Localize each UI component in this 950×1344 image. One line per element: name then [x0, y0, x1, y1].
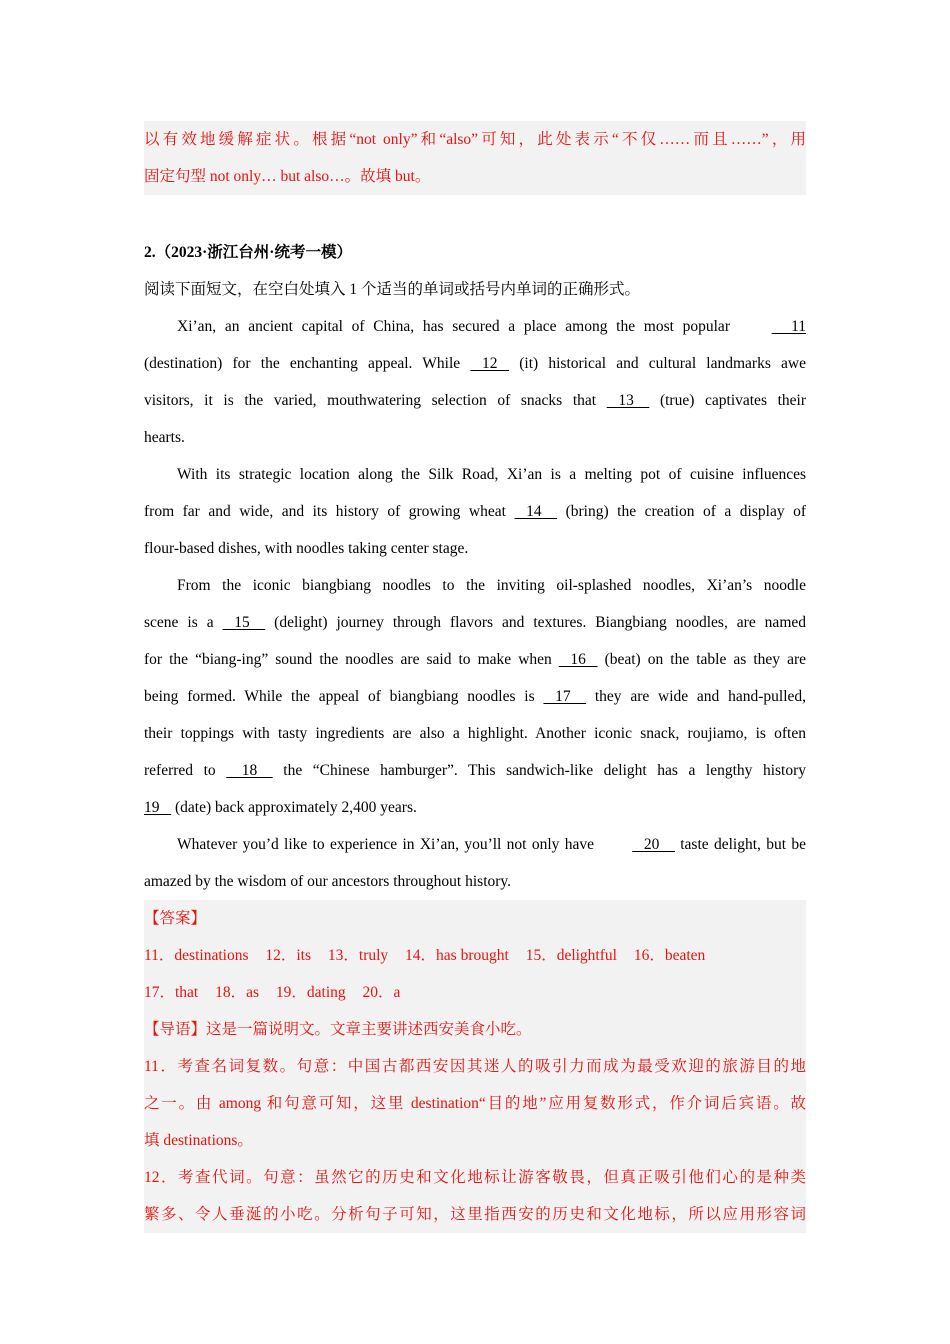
answer-item: 18．as	[215, 984, 260, 1001]
guide-text: 【导语】这是一篇说明文。文章主要讲述西安美食小吃。	[144, 1021, 532, 1038]
answer-item: 20．a	[362, 984, 401, 1001]
text: (date) back approximately 2,400 years.	[171, 799, 417, 816]
text: the “Chinese hamburger”. This sandwich-like delight has a lengthy history	[272, 762, 807, 779]
text: being formed. While the appeal of biangbiang noodles is	[144, 688, 544, 705]
passage-line: With its strategic location along the Silk Road, Xi’an is a melting pot of cuisine influences	[177, 466, 806, 483]
text: for the “biang-ing” sound the noodles are said to make when	[144, 651, 559, 668]
answer-item: 15．delightful	[525, 947, 617, 964]
text: (destination) for the enchanting appeal. While	[144, 355, 471, 372]
answer-header: 【答案】	[144, 910, 207, 927]
passage-line	[144, 382, 806, 419]
answer-item: 14．has brought	[405, 947, 509, 964]
passage-line	[144, 752, 806, 789]
text: Xi’an, an ancient capital of China, has secured a place among the most popular	[177, 318, 739, 335]
blank-18: 18	[226, 762, 273, 779]
text: scene is a	[144, 614, 223, 631]
passage-line: hearts.	[144, 429, 185, 446]
document-page	[144, 121, 806, 1233]
text: from far and wide, and its history of growing wheat	[144, 503, 515, 520]
passage-line	[144, 826, 806, 863]
explanation-line: 12．考查代词。句意：虽然它的历史和文化地标让游客敬畏，但真正吸引他们心的是种类	[144, 1169, 806, 1186]
explanation-line: 以有效地缓解症状。根据“not only”和“also”可知，此处表示“不仅……而且……”，用	[144, 131, 806, 148]
explanation-line: 之一。由 among 和句意可知，这里 destination“目的地”应用复数形式，作介词后宾语。故	[144, 1095, 806, 1112]
blank-17: 17	[543, 688, 587, 705]
blank-12: 12	[470, 355, 510, 372]
text: visitors, it is the varied, mouthwatering selection of snacks that	[144, 392, 607, 409]
explanation-line: 固定句型 not only… but also…。故填 but。	[144, 168, 431, 185]
passage-line	[144, 641, 806, 678]
answer-item: 17．that	[144, 984, 199, 1001]
answer-item: 16．beaten	[633, 947, 706, 964]
text: they are wide and hand-pulled,	[586, 688, 806, 705]
passage-line	[144, 678, 806, 715]
blank-16: 16	[558, 651, 598, 668]
answer-row	[144, 974, 806, 1011]
answer-item: 12．its	[265, 947, 312, 964]
answer-item: 11．destinations	[144, 947, 249, 964]
blank-20: 20	[632, 836, 675, 853]
passage-line	[144, 493, 806, 530]
passage-line	[144, 308, 806, 345]
blank-15: 15	[222, 614, 266, 631]
passage-line: From the iconic biangbiang noodles to the inviting oil-splashed noodles, Xi’an’s noodle	[177, 577, 806, 594]
text: (beat) on the table as they are	[597, 651, 806, 668]
answer-row	[144, 937, 806, 974]
blank-11: 11	[771, 318, 806, 335]
text: (it) historical and cultural landmarks awe	[509, 355, 806, 372]
passage-line: their toppings with tasty ingredients are also a highlight. Another iconic snack, roujiamo, is often	[144, 725, 806, 742]
explanation-line: 11．考查名词复数。句意：中国古都西安因其迷人的吸引力而成为最受欢迎的旅游目的地	[144, 1058, 806, 1075]
passage-line	[144, 789, 806, 826]
text: taste delight, but be	[674, 836, 806, 853]
explanation-line: 填 destinations。	[144, 1132, 253, 1149]
explanation-line: 繁多、令人垂涎的小吃。分析句子可知，这里指西安的历史和文化地标，所以应用形容词	[144, 1206, 806, 1223]
answer-section	[144, 900, 806, 1233]
passage-line	[144, 604, 806, 641]
answer-item: 19．dating	[275, 984, 346, 1001]
blank-19: 19	[144, 799, 172, 816]
blank-14: 14	[514, 503, 558, 520]
question-title: 2.（2023·浙江台州·统考一模）	[144, 244, 352, 261]
passage	[144, 308, 806, 900]
text: (delight) journey through flavors and textures. Biangbiang noodles, are named	[265, 614, 807, 631]
passage-line: flour-based dishes, with noodles taking center stage.	[144, 540, 469, 557]
text: referred to	[144, 762, 227, 779]
passage-line: amazed by the wisdom of our ancestors throughout history.	[144, 873, 512, 890]
text: (true) captivates their	[649, 392, 807, 409]
passage-line	[144, 345, 806, 382]
text: Whatever you’d like to experience in Xi’an, you’ll not only have	[177, 836, 600, 853]
text: (bring) the creation of a display of	[557, 503, 806, 520]
previous-explanation	[144, 121, 806, 195]
question-instruction: 阅读下面短文，在空白处填入 1 个适当的单词或括号内单词的正确形式。	[144, 281, 641, 298]
blank-13: 13	[606, 392, 650, 409]
answer-item: 13．truly	[327, 947, 389, 964]
